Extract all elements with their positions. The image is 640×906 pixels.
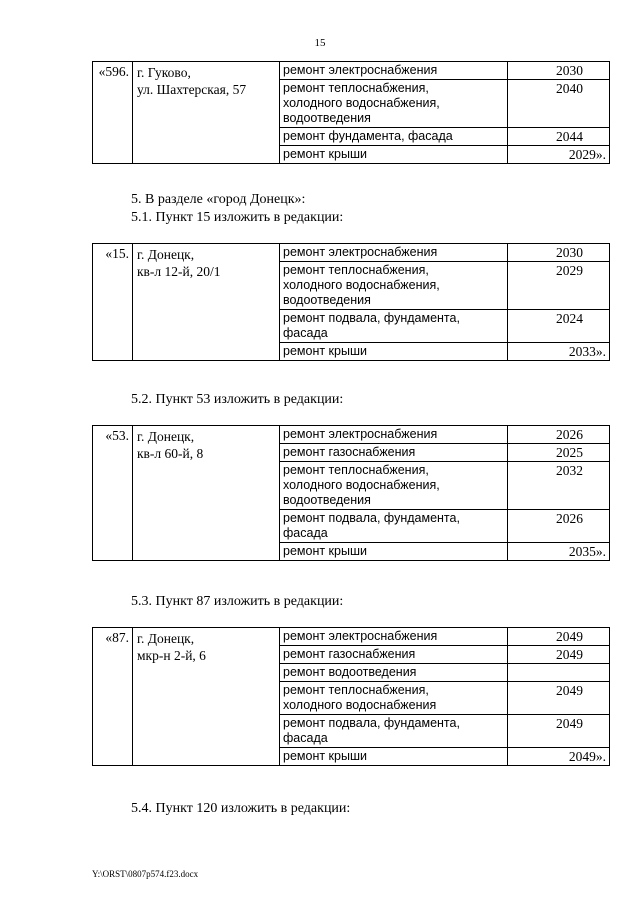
paragraph-5-1: 5.1. Пункт 15 изложить в редакции:	[131, 210, 344, 225]
year-cell: 2024	[508, 310, 610, 343]
year-cell: 2030	[508, 244, 610, 262]
work-type-line: ремонт крыши	[283, 749, 367, 763]
repair-table	[92, 627, 610, 766]
year-cell: 2035».	[508, 543, 610, 561]
work-type-line: водоотведения	[283, 111, 371, 125]
work-type-line: фасада	[283, 326, 328, 340]
work-type-cell	[280, 543, 508, 561]
year-cell: 2025	[508, 444, 610, 462]
address-line: мкр-н 2-й, 6	[137, 648, 206, 663]
address-cell	[133, 426, 280, 561]
year-cell: 2026	[508, 510, 610, 543]
address-line: г. Донецк,	[137, 429, 195, 444]
table-row	[93, 426, 610, 444]
work-type-line: ремонт теплоснабжения,	[283, 81, 429, 95]
work-type-line: водоотведения	[283, 493, 371, 507]
work-type-line: ремонт подвала, фундамента,	[283, 511, 460, 525]
repair-table	[92, 61, 610, 164]
year-cell: 2049».	[508, 748, 610, 766]
work-type-line: ремонт подвала, фундамента,	[283, 311, 460, 325]
work-type-line: ремонт крыши	[283, 147, 367, 161]
work-type-line: фасада	[283, 731, 328, 745]
work-type-line: холодного водоснабжения,	[283, 478, 440, 492]
table-row	[93, 244, 610, 262]
work-type-line: ремонт электроснабжения	[283, 245, 438, 259]
address-line: кв-л 12-й, 20/1	[137, 264, 221, 279]
work-type-line: ремонт электроснабжения	[283, 427, 438, 441]
work-type-line: ремонт газоснабжения	[283, 445, 416, 459]
address-line: г. Донецк,	[137, 631, 195, 646]
page-number: 15	[314, 37, 326, 49]
work-type-cell	[280, 462, 508, 510]
work-type-cell	[280, 682, 508, 715]
work-type-line: фасада	[283, 526, 328, 540]
year-cell: 2029	[508, 262, 610, 310]
paragraph-5-2: 5.2. Пункт 53 изложить в редакции:	[131, 392, 344, 407]
year-cell: 2033».	[508, 343, 610, 361]
item-number: «596.	[93, 62, 133, 164]
work-type-line: ремонт крыши	[283, 544, 367, 558]
work-type-cell	[280, 146, 508, 164]
work-type-cell	[280, 646, 508, 664]
work-type-line: ремонт теплоснабжения,	[283, 263, 429, 277]
work-type-cell	[280, 343, 508, 361]
paragraph-5-4: 5.4. Пункт 120 изложить в редакции:	[131, 801, 351, 816]
work-type-cell	[280, 426, 508, 444]
year-cell: 2049	[508, 646, 610, 664]
year-cell	[508, 664, 610, 682]
year-cell: 2049	[508, 682, 610, 715]
work-type-cell	[280, 80, 508, 128]
repair-table	[92, 425, 610, 561]
work-type-line: водоотведения	[283, 293, 371, 307]
work-type-cell	[280, 748, 508, 766]
paragraph-5-3: 5.3. Пункт 87 изложить в редакции:	[131, 594, 344, 609]
work-type-cell	[280, 310, 508, 343]
address-cell	[133, 628, 280, 766]
address-line: ул. Шахтерская, 57	[137, 82, 247, 97]
work-type-line: ремонт водоотведения	[283, 665, 417, 679]
year-cell: 2026	[508, 426, 610, 444]
work-type-cell	[280, 244, 508, 262]
year-cell: 2040	[508, 80, 610, 128]
year-cell: 2032	[508, 462, 610, 510]
work-type-line: ремонт подвала, фундамента,	[283, 716, 460, 730]
work-type-line: холодного водоснабжения	[283, 698, 437, 712]
item-number: «15.	[93, 244, 133, 361]
year-cell: 2030	[508, 62, 610, 80]
address-line: кв-л 60-й, 8	[137, 446, 204, 461]
address-cell	[133, 244, 280, 361]
work-type-cell	[280, 664, 508, 682]
work-type-line: ремонт электроснабжения	[283, 629, 438, 643]
work-type-cell	[280, 510, 508, 543]
address-cell	[133, 62, 280, 164]
work-type-line: ремонт газоснабжения	[283, 647, 416, 661]
address-line: г. Донецк,	[137, 247, 195, 262]
section-heading: 5. В разделе «город Донецк»:	[131, 192, 306, 207]
item-number: «87.	[93, 628, 133, 766]
address-line: г. Гуково,	[137, 65, 191, 80]
year-cell: 2044	[508, 128, 610, 146]
table-row	[93, 628, 610, 646]
year-cell: 2049	[508, 628, 610, 646]
work-type-line: ремонт фундамента, фасада	[283, 129, 453, 143]
work-type-cell	[280, 62, 508, 80]
work-type-cell	[280, 444, 508, 462]
work-type-line: ремонт электроснабжения	[283, 63, 438, 77]
work-type-line: ремонт теплоснабжения,	[283, 683, 429, 697]
table-row	[93, 62, 610, 80]
work-type-line: холодного водоснабжения,	[283, 96, 440, 110]
year-cell: 2049	[508, 715, 610, 748]
work-type-cell	[280, 628, 508, 646]
work-type-line: ремонт теплоснабжения,	[283, 463, 429, 477]
work-type-cell	[280, 128, 508, 146]
year-cell: 2029».	[508, 146, 610, 164]
footer-file-path: Y:\ORST\0807p574.f23.docx	[92, 869, 199, 879]
repair-table	[92, 243, 610, 361]
item-number: «53.	[93, 426, 133, 561]
work-type-cell	[280, 262, 508, 310]
work-type-line: холодного водоснабжения,	[283, 278, 440, 292]
work-type-cell	[280, 715, 508, 748]
work-type-line: ремонт крыши	[283, 344, 367, 358]
